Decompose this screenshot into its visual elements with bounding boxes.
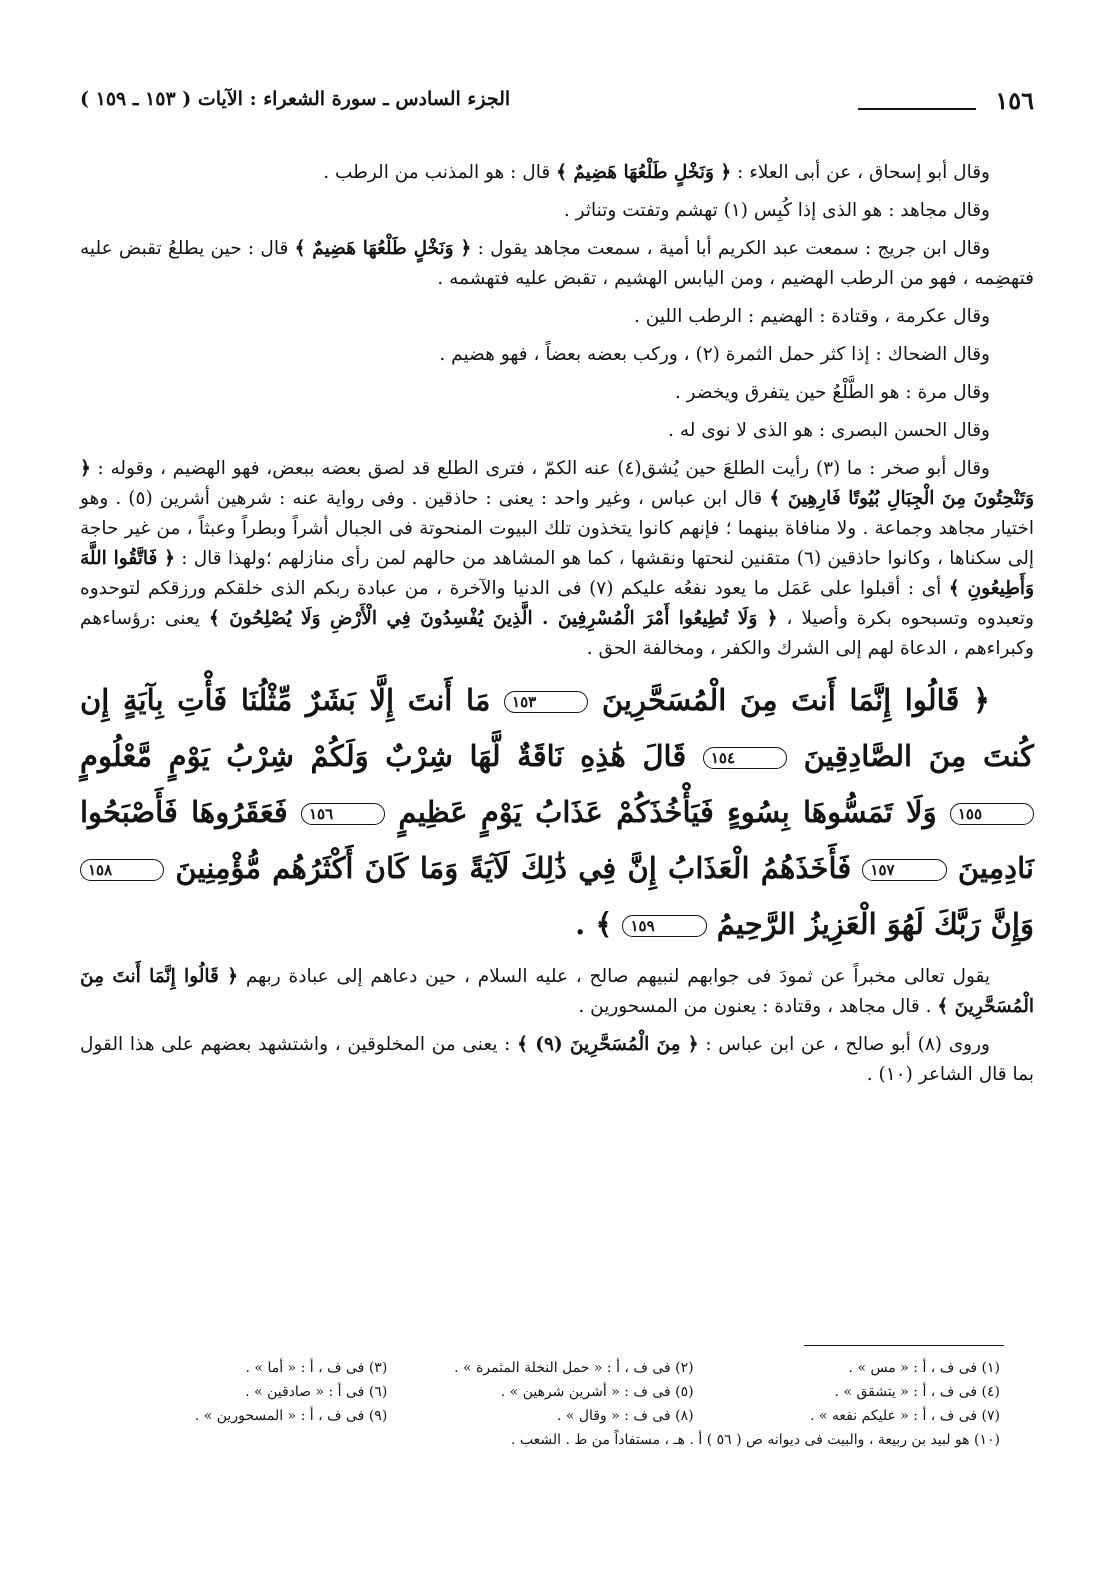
footnote: (٥) فى ف : « أشرين شرهين » . bbox=[500, 1384, 694, 1400]
footnote: (٩) فى ف ، أ : « المسحورين » . bbox=[194, 1408, 388, 1424]
paragraph: يقول تعالى مخبراً عن ثمودَ فى جوابهم لنبيهم صالح ، عليه السلام ، حين دعاهم إلى عبادة ربهم ﴿ قَالُوا إِنَّمَا أَنتَ مِنَ الْمُسَحَّرِينَ ﴾ . قال مجاهد ، وقتادة : يعنون من المسحورين . bbox=[80, 966, 1034, 1017]
footnote: (٤) فى ف ، أ : « يتشقق » . bbox=[834, 1384, 1000, 1400]
quran-quote: ﴿ قَالُوا إِنَّمَا أَنتَ مِنَ الْمُسَحَّرِينَ ﴾ bbox=[80, 966, 1034, 1017]
footnote-row bbox=[80, 1404, 1000, 1428]
verse-number: ١٥٣ bbox=[504, 691, 588, 713]
quran-verses: ﴿ قَالُوا إِنَّمَا أَنتَ مِنَ الْمُسَحَّرِينَ ١٥٣ مَا أَنتَ إِلَّا بَشَرٌ مِّثْلُنَا فَأْتِ بِآيَةٍ إِن كُنتَ مِنَ الصَّادِقِينَ ١٥٤ قَالَ هَٰذِهِ نَاقَةٌ لَّهَا شِرْبٌ وَلَكُمْ شِرْبُ يَوْمٍ مَّعْلُومٍ ١٥٥ وَلَا تَمَسُّوهَا بِسُوءٍ فَيَأْخُذَكُمْ عَذَابُ يَوْمٍ عَظِيمٍ ١٥٦ فَعَقَرُوهَا فَأَصْبَحُوا نَادِمِينَ ١٥٧ فَأَخَذَهُمُ الْعَذَابُ إِنَّ فِي ذَٰلِكَ لَآيَةً وَمَا كَانَ أَكْثَرُهُم مُّؤْمِنِينَ ١٥٨ وَإِنَّ رَبَّكَ لَهُوَ الْعَزِيزُ الرَّحِيمُ ١٥٩ ﴾ . bbox=[80, 683, 1034, 941]
footnote: (٢) فى ف ، أ : « حمل النخلة المثمرة » . bbox=[454, 1360, 694, 1376]
paragraph: وقال الحسن البصرى : هو الذى لا نوى له . bbox=[668, 420, 990, 441]
footnote: (٨) فى ف : « وقال » . bbox=[556, 1408, 694, 1424]
verse-number: ١٥٩ bbox=[622, 915, 706, 937]
paragraph: وقال مرة : هو الطَّلْعُ حين يتفرق ويخضر . bbox=[674, 382, 990, 403]
paragraph: وقال ابن جريج : سمعت عبد الكريم أبا أمية ، سمعت مجاهد يقول : ﴿ وَنَخْلٍ طَلْعُهَا هَضِيمٌ ﴾ قال : حين يطلعُ تقبض عليه فتهضِمه ، فهو من الرطب الهضيم ، ومن اليابس الهشيم ، تقبض عليه فتهشمه . bbox=[80, 238, 1034, 289]
footnote: (٣) فى ف ، أ : « أما » . bbox=[245, 1360, 388, 1376]
quran-quote: ﴿ وَلَا تُطِيعُوا أَمْرَ الْمُسْرِفِينَ . الَّذِينَ يُفْسِدُونَ فِي الْأَرْضِ وَلَا يُصْلِحُونَ ﴾ bbox=[208, 608, 778, 629]
running-title: الجزء السادس ـ سورة الشعراء : الآيات ( ١٥٣ ـ ١٥٩ ) bbox=[80, 88, 511, 110]
footnote: (١) فى ف ، أ : « مس » . bbox=[848, 1360, 1000, 1376]
quran-quote: ﴿ وَنَخْلٍ طَلْعُهَا هَضِيمٌ ﴾ bbox=[556, 162, 732, 183]
paragraph: وقال عكرمة ، وقتادة : الهضيم : الرطب اللين . bbox=[634, 306, 990, 327]
paragraph: وقال أبو إسحاق ، عن أبى العلاء : ﴿ وَنَخْلٍ طَلْعُهَا هَضِيمٌ ﴾ قال : هو المذنب من الرطب . bbox=[323, 162, 990, 183]
footnote-row bbox=[80, 1380, 1000, 1404]
verse-number: ١٥٧ bbox=[862, 859, 946, 881]
footnote-row bbox=[80, 1356, 1000, 1380]
page-header bbox=[80, 86, 1034, 122]
verse-number: ١٥٥ bbox=[950, 803, 1034, 825]
footnote: (١٠) هو لبيد بن ربيعة ، والبيت فى ديوانه ص ( ٥٦ ) أ . هـ ، مستفاداً من ط . الشعب . bbox=[511, 1432, 1000, 1448]
quran-quote: ﴿ فَاتَّقُوا اللَّهَ وَأَطِيعُونِ ﴾ bbox=[80, 548, 1034, 599]
quran-quote: ﴿ وَنَخْلٍ طَلْعُهَا هَضِيمٌ ﴾ bbox=[294, 238, 472, 259]
paragraph: وقال مجاهد : هو الذى إذا كُبِس (١) تهشم وتفتت وتناثر . bbox=[563, 200, 990, 221]
footnote: (٧) فى ف ، أ : « عليكم نفعه » . bbox=[809, 1408, 1000, 1424]
header-rule bbox=[858, 108, 976, 110]
footnote-separator bbox=[804, 1345, 1004, 1346]
footnotes bbox=[80, 1356, 1000, 1452]
quran-quote: ﴿ مِنَ الْمُسَحَّرِينَ (٩) ﴾ bbox=[517, 1034, 699, 1055]
quran-quote: ﴿ وَتَنْحِتُونَ مِنَ الْجِبَالِ بُيُوتًا فَارِهِينَ ﴾ bbox=[80, 458, 1034, 509]
page-body bbox=[80, 158, 1034, 1098]
footnote: (٦) فى أ : « صادقين » . bbox=[245, 1384, 388, 1400]
verse-number: ١٥٦ bbox=[301, 803, 385, 825]
verse-number: ١٥٤ bbox=[703, 747, 787, 769]
page-number: ١٥٦ bbox=[995, 86, 1034, 115]
paragraph: وقال أبو صخر : ما (٣) رأيت الطلعَ حين يُشق(٤) عنه الكمّ ، فترى الطلع قد لصق بعضه ببعض، فهو الهضيم ، وقوله : ﴿ وَتَنْحِتُونَ مِنَ الْجِبَالِ بُيُوتًا فَارِهِينَ ﴾ قال ابن عباس ، وغير واحد : يعنى : حاذقين . وفى رواية عنه : شرهين أشرين (٥) . وهو اختيار مجاهد وجماعة . ولا منافاة بينهما ؛ فإنهم كانوا يتخذون تلك البيوت المنحوتة فى الجبال أشراً وبطراً وعبثاً ، من غير حاجة إلى سكناها ، وكانوا حاذقين (٦) متقنين لنحتها ونقشها ، كما هو المشاهد من حالهم لمن رأى منازلهم ؛ولهذا قال : ﴿ فَاتَّقُوا اللَّهَ وَأَطِيعُونِ ﴾ أى : أقبلوا على عَمَل ما يعود نفعُه عليكم (٧) فى الدنيا والآخرة ، من عبادة ربكم الذى خلقكم ورزقكم لتوحدوه وتعبدوه وتسبحوه بكرة وأصيلا ، ﴿ وَلَا تُطِيعُوا أَمْرَ الْمُسْرِفِينَ . الَّذِينَ يُفْسِدُونَ فِي الْأَرْضِ وَلَا يُصْلِحُونَ ﴾ يعنى :رؤساءهم وكبراءهم ، الدعاة لهم إلى الشرك والكفر ، ومخالفة الحق . bbox=[80, 458, 1034, 659]
verse-number: ١٥٨ bbox=[80, 859, 164, 881]
paragraph: وقال الضحاك : إذا كثر حمل الثمرة (٢) ، وركب بعضه بعضاً ، فهو هضيم . bbox=[439, 344, 990, 365]
paragraph: وروى (٨) أبو صالح ، عن ابن عباس : ﴿ مِنَ الْمُسَحَّرِينَ (٩) ﴾ : يعنى من المخلوقين ، واشتشهد بعضهم على هذا القول بما قال الشاعر (١٠) . bbox=[80, 1034, 1034, 1085]
